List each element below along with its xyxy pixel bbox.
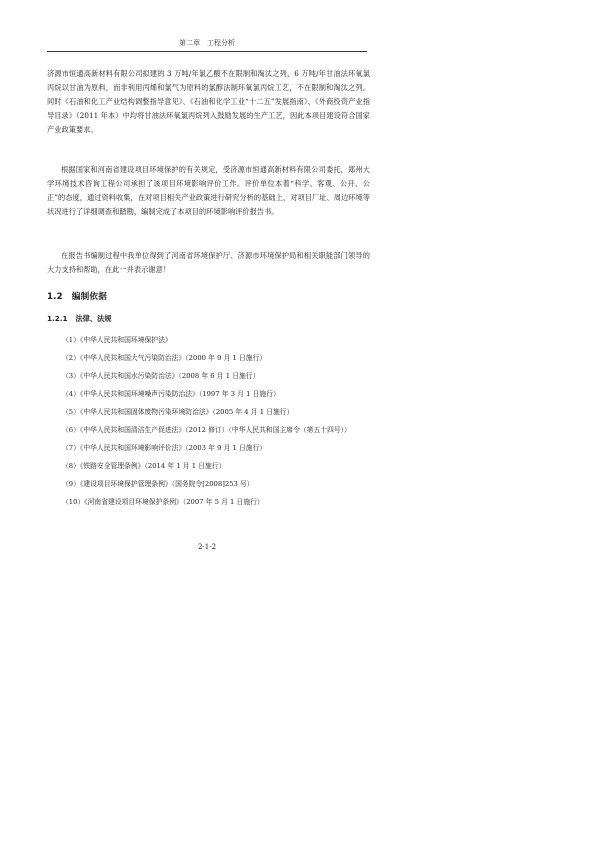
body-paragraph-2: 根据国家和河南省建设项目环境保护的有关规定，受济源市恒通高新材料有限公司委托，郑州大学环境技术咨询工程公司承担了该项目环境影响评价工作。评价单位本着“科学、客观、公开、公正”的态度，通过资料收集，在对项目相关产业政策进行研究分析的基础上，对项目厂址、周边环境等状况进行了详细调查和踏勘，编制完成了本项目的环境影响评价报告书。 — [47, 165, 370, 217]
section-number: 1.2 — [47, 292, 63, 302]
subsection-number: 1.2.1 — [47, 314, 68, 323]
body-paragraph-3: 在报告书编制过程中我单位得到了河南省环境保护厅、济源市环境保护局和相关职能部门领导的大力支持和帮助，在此一并表示谢意！ — [47, 251, 370, 275]
running-header: 第二章 工程分析 — [47, 37, 367, 52]
subsection-title: 法律、法规 — [75, 314, 112, 323]
reference-item: （6）《中华人民共和国清洁生产促进法》（2012 修订）（中华人民共和国主席令（第五十四号）） — [62, 426, 351, 434]
section-heading — [47, 290, 107, 302]
page-number: 2-1-2 — [197, 543, 217, 551]
reference-item: （1）《中华人民共和国环境保护法》 — [62, 336, 172, 344]
reference-item: （8）《铁路安全管理条例》（2014 年 1 月 1 日施行） — [62, 462, 226, 470]
subsection-heading — [47, 314, 111, 324]
body-paragraph-1: 济源市恒通高新材料有限公司拟建的 3 万吨/年氯乙酸不在限制和淘汰之列，6 万吨/年甘油法环氧氯丙烷以甘油为原料，而非利用丙烯和氯气为原料的氯醇法制环氧氯丙烷工艺，不在限制和淘汰之列。同时《石油和化工产业结构调整指导意见》、《石油和化学工业“十二五”发展指南》、《外商投资产业指导目录》（2011 年本）中均将甘油法环氧氯丙烷列入鼓励发展的生产工艺，因此本项目建设符合国家产业政策要求。 — [47, 69, 370, 135]
reference-item: （5）《中华人民共和国固体废物污染环境防治法》（2005 年 4 月 1 日施行） — [62, 408, 294, 416]
reference-item: （9）《建设项目环境保护管理条例》（国务院令[2008]253 号） — [62, 480, 254, 488]
reference-list — [62, 331, 372, 511]
reference-item: （4）《中华人民共和国环境噪声污染防治法》（1997 年 3 月 1 日施行） — [62, 390, 280, 398]
reference-item: （3）《中华人民共和国水污染防治法》（2008 年 6 月 1 日施行） — [62, 372, 260, 380]
reference-item: （7）《中华人民共和国环境影响评价法》（2003 年 9 月 1 日施行） — [62, 444, 267, 452]
section-title: 编制依据 — [71, 292, 108, 302]
reference-item: （10）《河南省建设项目环境保护条例》（2007 年 5 月 1 日施行） — [62, 498, 264, 506]
reference-item: （2）《中华人民共和国大气污染防治法》（2000 年 9 月 1 日施行） — [62, 354, 267, 362]
